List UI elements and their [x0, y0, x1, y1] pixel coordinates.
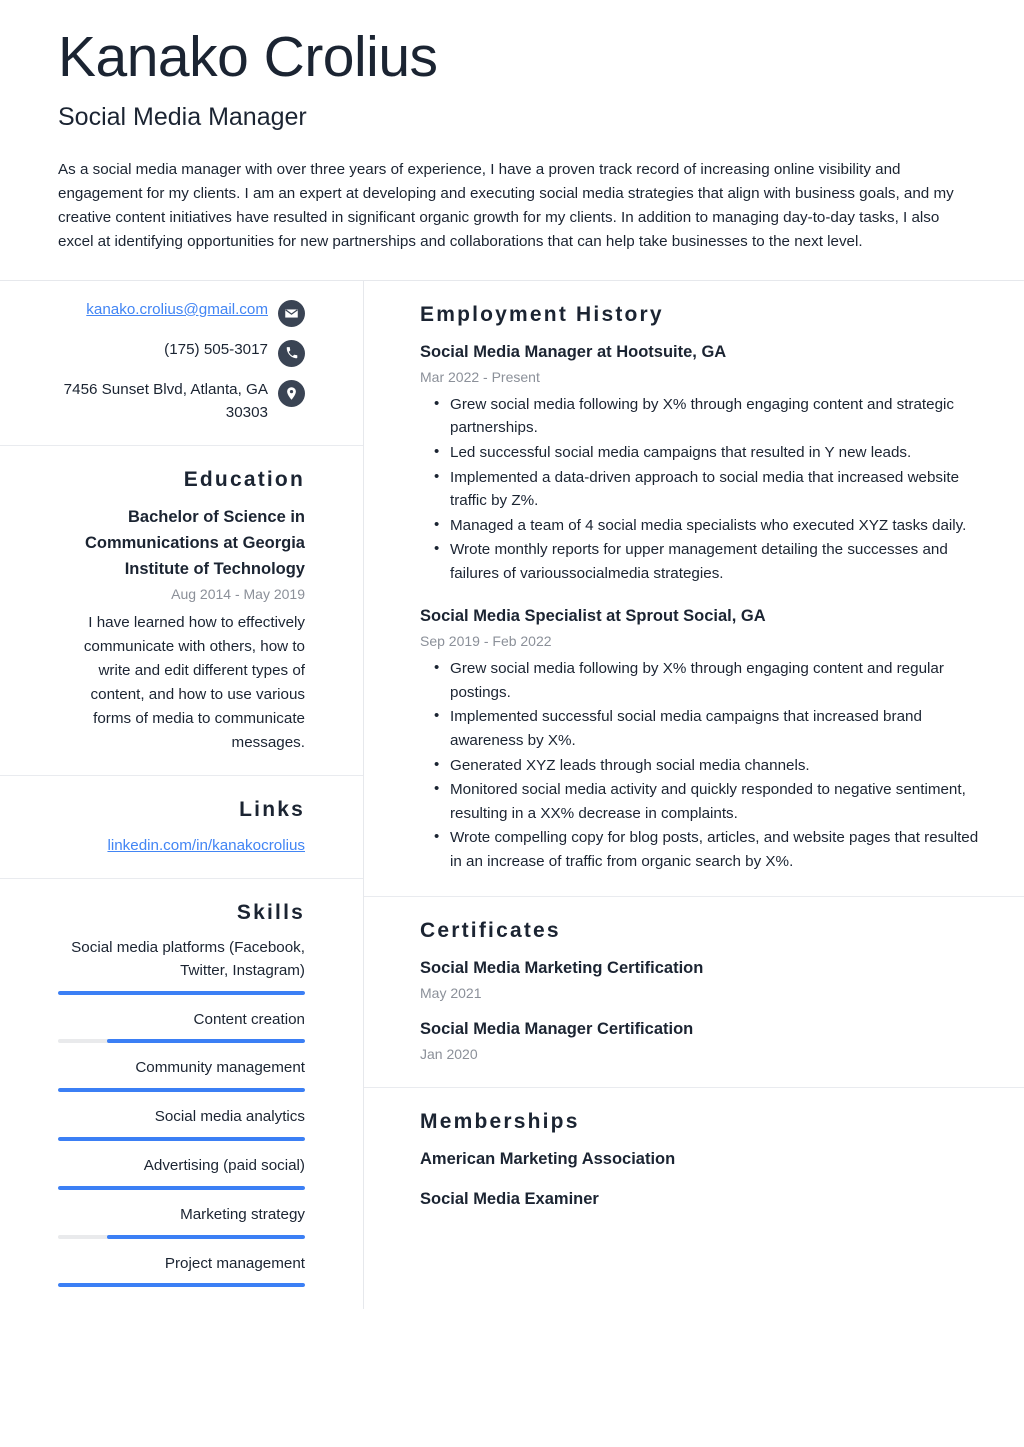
- links-heading: Links: [239, 797, 305, 821]
- skill-label: Social media analytics: [154, 1108, 305, 1126]
- certificate-entry: [420, 957, 980, 1004]
- job-bullet: • Grew social media following by X% through engaging content and regular postings.: [450, 657, 980, 704]
- envelope-icon: [278, 300, 305, 327]
- education-heading: Education: [183, 467, 305, 491]
- skill-progress-track: [58, 1283, 305, 1287]
- skill-progress-fill: [58, 991, 305, 995]
- skill-label: Project management: [164, 1254, 305, 1272]
- education-degree: Bachelor of Science in Communications at Georgia Institute of Technology: [84, 507, 305, 578]
- skill-progress-track: [58, 1039, 305, 1043]
- job-bullet: • Monitored social media activity and quickly responded to negative sentiment, resulting in a XX% decrease in complaints.: [450, 778, 980, 825]
- contact-address-row[interactable]: [58, 379, 305, 425]
- resume-header: [0, 0, 1024, 254]
- resume-body: [0, 281, 1024, 1310]
- education-description: I have learned how to effectively communicate with others, how to write and edit different types of content, and how to use various forms of media to communicate messages.: [83, 613, 305, 751]
- memberships-section: [364, 1088, 1024, 1234]
- skill-progress-fill: [58, 1137, 305, 1141]
- job-bullets: [420, 393, 980, 586]
- membership-item: Social Media Examiner: [420, 1190, 599, 1209]
- skills-list: [58, 937, 305, 1287]
- skill-item: [58, 1204, 305, 1239]
- skill-progress-fill: [58, 1088, 305, 1092]
- phone-icon: [278, 340, 305, 367]
- skill-label: Advertising (paid social): [143, 1157, 305, 1175]
- skill-progress-track: [58, 1186, 305, 1190]
- skill-item: [58, 1057, 305, 1092]
- job-entry: [420, 341, 980, 585]
- education-dates: Aug 2014 - May 2019: [171, 585, 305, 602]
- job-bullet: • Managed a team of 4 social media specialists who executed XYZ tasks daily.: [450, 514, 980, 538]
- job-dates: Mar 2022 - Present: [420, 368, 540, 385]
- skill-item: [58, 1009, 305, 1044]
- skill-label: Community management: [135, 1059, 305, 1077]
- skill-label: Marketing strategy: [180, 1205, 305, 1223]
- links-list: [58, 834, 305, 858]
- skill-progress-fill: [107, 1235, 305, 1239]
- skill-progress-track: [58, 1235, 305, 1239]
- certificate-date: May 2021: [420, 985, 482, 1002]
- contact-email-row[interactable]: [58, 299, 305, 327]
- professional-summary: As a social media manager with over three years of experience, I have a proven track record of increasing online visibility and engagement for my clients. I am an expert at developing and executing social media strategies that align with business goals, and my creative content initiatives have resulted in significant organic growth for my clients. In addition to managing day-to-day tasks, I also excel at identifying opportunities for new partnerships and collaborations that can help take businesses to the next level.: [58, 160, 954, 250]
- contact-email-value[interactable]: kanako.crolius@gmail.com: [86, 300, 268, 318]
- certificates-section: [364, 897, 1024, 1088]
- contact-section: [0, 281, 363, 446]
- education-section: [0, 446, 363, 776]
- employment-history-heading: Employment History: [420, 302, 664, 326]
- skill-progress-fill: [107, 1039, 305, 1043]
- skill-progress-fill: [58, 1186, 305, 1190]
- header-job-title: Social Media Manager: [58, 102, 307, 131]
- contact-address-value: 7456 Sunset Blvd, Atlanta, GA 30303: [63, 380, 268, 421]
- membership-item: American Marketing Association: [420, 1150, 676, 1169]
- link-item[interactable]: linkedin.com/in/kanakocrolius: [107, 836, 305, 854]
- skill-item: [58, 1106, 305, 1141]
- skill-label: Social media platforms (Facebook, Twitter, Instagram): [71, 939, 305, 979]
- job-bullet: • Wrote monthly reports for upper management detailing the successes and failures of varioussocialmedia strategies.: [450, 538, 980, 585]
- page-title: Kanako Crolius: [58, 25, 438, 89]
- skills-section: [0, 879, 363, 1309]
- skill-item: [58, 1253, 305, 1288]
- certificate-entry: [420, 1018, 980, 1065]
- contact-phone-row[interactable]: [58, 339, 305, 367]
- job-entry: [420, 605, 980, 873]
- main-content: [364, 281, 1024, 1310]
- job-bullet: • Generated XYZ leads through social media channels.: [450, 754, 980, 778]
- skill-progress-fill: [58, 1283, 305, 1287]
- job-bullets: [420, 657, 980, 873]
- job-bullet: • Implemented successful social media campaigns that increased brand awareness by X%.: [450, 705, 980, 752]
- certificate-name: Social Media Marketing Certification: [420, 959, 704, 978]
- skill-progress-track: [58, 1088, 305, 1092]
- skill-progress-track: [58, 991, 305, 995]
- certificates-heading: Certificates: [420, 919, 561, 943]
- job-dates: Sep 2019 - Feb 2022: [420, 633, 552, 650]
- memberships-heading: Memberships: [420, 1110, 580, 1134]
- skills-heading: Skills: [236, 901, 305, 925]
- employment-history-section: [364, 281, 1024, 897]
- sidebar: [0, 281, 364, 1310]
- job-bullet: • Led successful social media campaigns that resulted in Y new leads.: [450, 441, 980, 465]
- skill-item: [58, 1155, 305, 1190]
- links-section: [0, 776, 363, 879]
- certificate-date: Jan 2020: [420, 1046, 478, 1063]
- contact-phone-value: (175) 505-3017: [164, 340, 268, 358]
- map-pin-icon: [278, 380, 305, 407]
- job-bullet: • Implemented a data-driven approach to social media that increased website traffic by Z%.: [450, 466, 980, 513]
- skill-progress-track: [58, 1137, 305, 1141]
- job-title: Social Media Specialist at Sprout Social, GA: [420, 607, 766, 626]
- certificate-name: Social Media Manager Certification: [420, 1020, 694, 1039]
- job-title: Social Media Manager at Hootsuite, GA: [420, 342, 727, 361]
- skill-label: Content creation: [193, 1010, 305, 1028]
- skill-item: [58, 937, 305, 995]
- job-bullet: • Wrote compelling copy for blog posts, articles, and website pages that resulted in an increase of traffic from organic search by X%.: [450, 826, 980, 873]
- job-bullet: • Grew social media following by X% through engaging content and strategic partnerships.: [450, 393, 980, 440]
